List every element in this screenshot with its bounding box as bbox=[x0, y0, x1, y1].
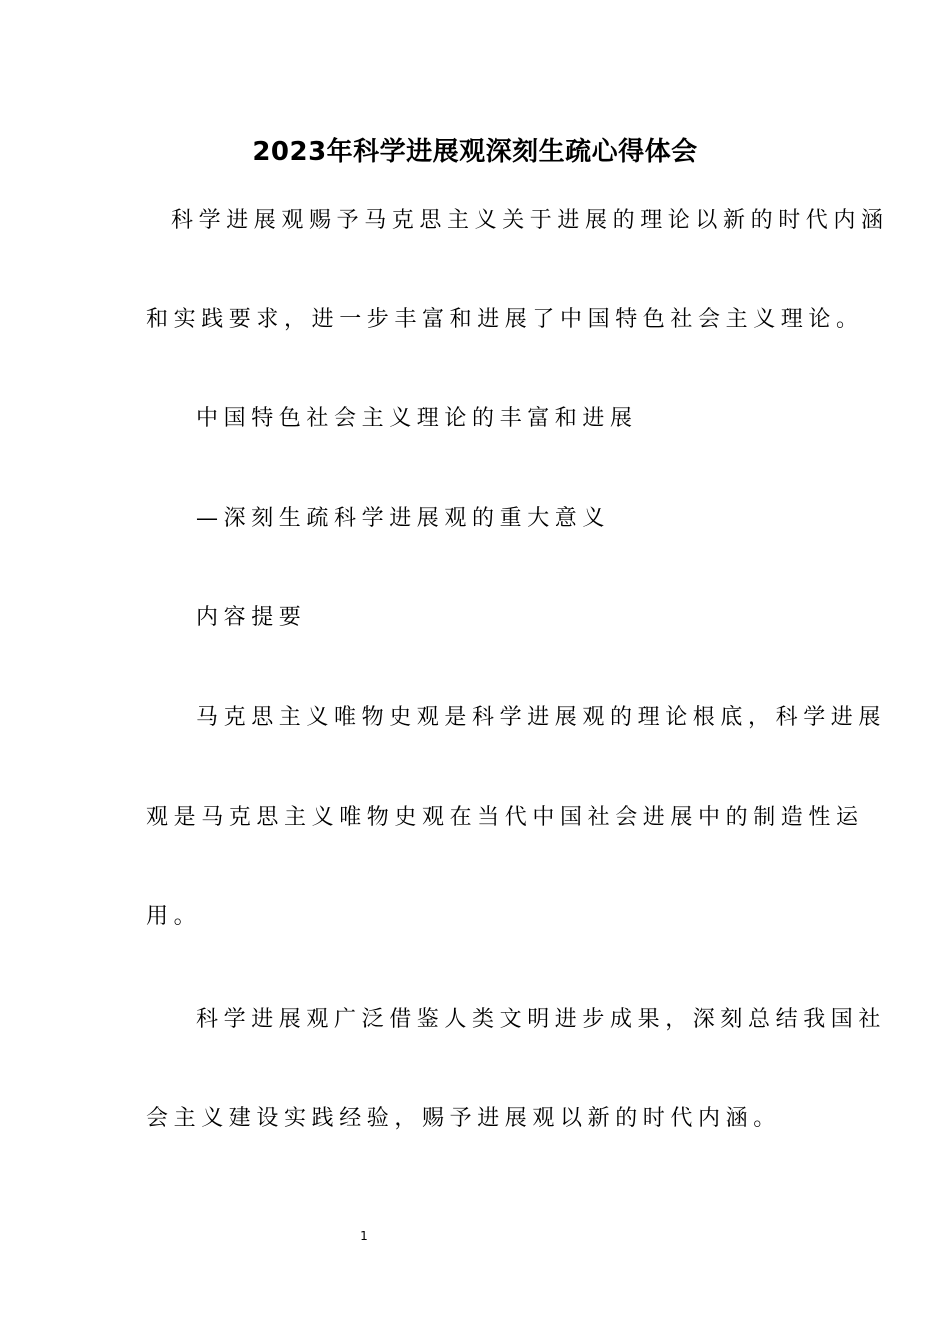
subtitle-dash-line: —深刻生疏科学进展观的重大意义 bbox=[196, 506, 611, 531]
paragraph-2-line-2: 观是马克思主义唯物史观在当代中国社会进展中的制造性运 bbox=[146, 805, 864, 830]
paragraph-3-line-2: 会主义建设实践经验，赐予进展观以新的时代内涵。 bbox=[146, 1106, 781, 1131]
paragraph-2-line-1: 马克思主义唯物史观是科学进展观的理论根底，科学进展 bbox=[196, 705, 887, 730]
paragraph-1-line-1: 科学进展观赐予马克思主义关于进展的理论以新的时代内涵 bbox=[171, 208, 889, 233]
summary-heading: 内容提要 bbox=[196, 605, 307, 630]
page-number: 1 bbox=[360, 1229, 368, 1243]
document-title: 2023年科学进展观深刻生疏心得体会 bbox=[252, 137, 698, 167]
subtitle-line: 中国特色社会主义理论的丰富和进展 bbox=[196, 406, 638, 431]
paragraph-2-line-3: 用。 bbox=[146, 904, 202, 929]
paragraph-3-line-1: 科学进展观广泛借鉴人类文明进步成果，深刻总结我国社 bbox=[196, 1007, 887, 1032]
paragraph-1-line-2: 和实践要求，进一步丰富和进展了中国特色社会主义理论。 bbox=[146, 307, 864, 332]
